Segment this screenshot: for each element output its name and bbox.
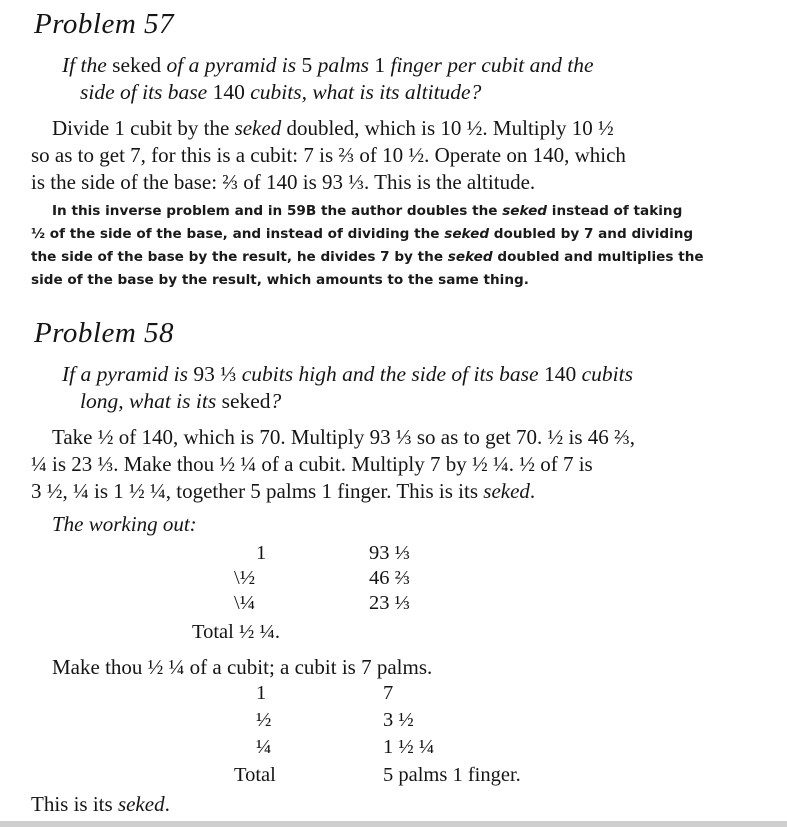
problem-58-body-line-1: Take ½ of 140, which is 70. Multiply 93 ⅓ so as to get 70. ½ is 46 ⅔, <box>52 425 635 449</box>
table2-row-1-left: 1 <box>256 682 267 704</box>
working-out-label: The working out: <box>52 512 197 536</box>
problem-57-note-line-1: In this inverse problem and in 59B the author doubles the seked instead of taking <box>52 203 683 219</box>
problem-57-body-line-2: so as to get 7, for this is a cubit: 7 is ⅔ of 10 ½. Operate on 140, which <box>31 143 626 167</box>
table2-total-value: 5 palms 1 finger. <box>383 764 521 786</box>
table1-total: Total ½ ¼. <box>192 621 280 643</box>
problem-57-body-line-3: is the side of the base: ⅔ of 140 is 93 ⅓. This is the altitude. <box>31 170 536 194</box>
table1-row-3-right: 23 ⅓ <box>369 592 410 614</box>
table2-row-3-left: ¼ <box>256 736 272 758</box>
make-thou-line: Make thou ½ ¼ of a cubit; a cubit is 7 palms. <box>52 655 433 679</box>
problem-57-question-line-1: If the seked of a pyramid is 5 palms 1 finger per cubit and the <box>62 53 594 77</box>
problem-58-body-line-3: 3 ½, ¼ is 1 ½ ¼, together 5 palms 1 finger. This is its seked. <box>31 479 536 503</box>
closing-line: This is its seked. <box>31 792 170 816</box>
problem-57-heading: Problem 57 <box>34 8 175 40</box>
table2-row-2-left: ½ <box>256 709 272 731</box>
problem-57-question-line-2: side of its base 140 cubits, what is its altitude? <box>80 80 482 104</box>
table1-row-2-right: 46 ⅔ <box>369 567 410 589</box>
problem-58-body-line-2: ¼ is 23 ⅓. Make thou ½ ¼ of a cubit. Multiply 7 by ½ ¼. ½ of 7 is <box>31 452 593 476</box>
table1-row-1-left: 1 <box>256 542 267 564</box>
problem-57-note-line-4: side of the base by the result, which amounts to the same thing. <box>31 272 529 288</box>
table1-row-2-left: \½ <box>234 567 256 589</box>
problem-58-question-line-1: If a pyramid is 93 ⅓ cubits high and the side of its base 140 cubits <box>62 362 633 386</box>
table2-total-label: Total <box>234 764 276 786</box>
table2-row-3-right: 1 ½ ¼ <box>383 736 435 758</box>
problem-57-body-line-1: Divide 1 cubit by the seked doubled, which is 10 ½. Multiply 10 ½ <box>52 116 614 140</box>
page-bottom-edge <box>0 821 787 827</box>
table1-row-1-right: 93 ⅓ <box>369 542 410 564</box>
problem-57-note-line-2: ½ of the side of the base, and instead of dividing the seked doubled by 7 and dividing <box>31 226 694 242</box>
problem-58-heading: Problem 58 <box>34 317 175 349</box>
table2-row-2-right: 3 ½ <box>383 709 414 731</box>
problem-57-note-line-3: the side of the base by the result, he divides 7 by the seked doubled and multiplies the <box>31 249 704 265</box>
problem-58-question-line-2: long, what is its seked? <box>80 389 282 413</box>
table1-row-3-left: \¼ <box>234 592 256 614</box>
table2-row-1-right: 7 <box>383 682 394 704</box>
